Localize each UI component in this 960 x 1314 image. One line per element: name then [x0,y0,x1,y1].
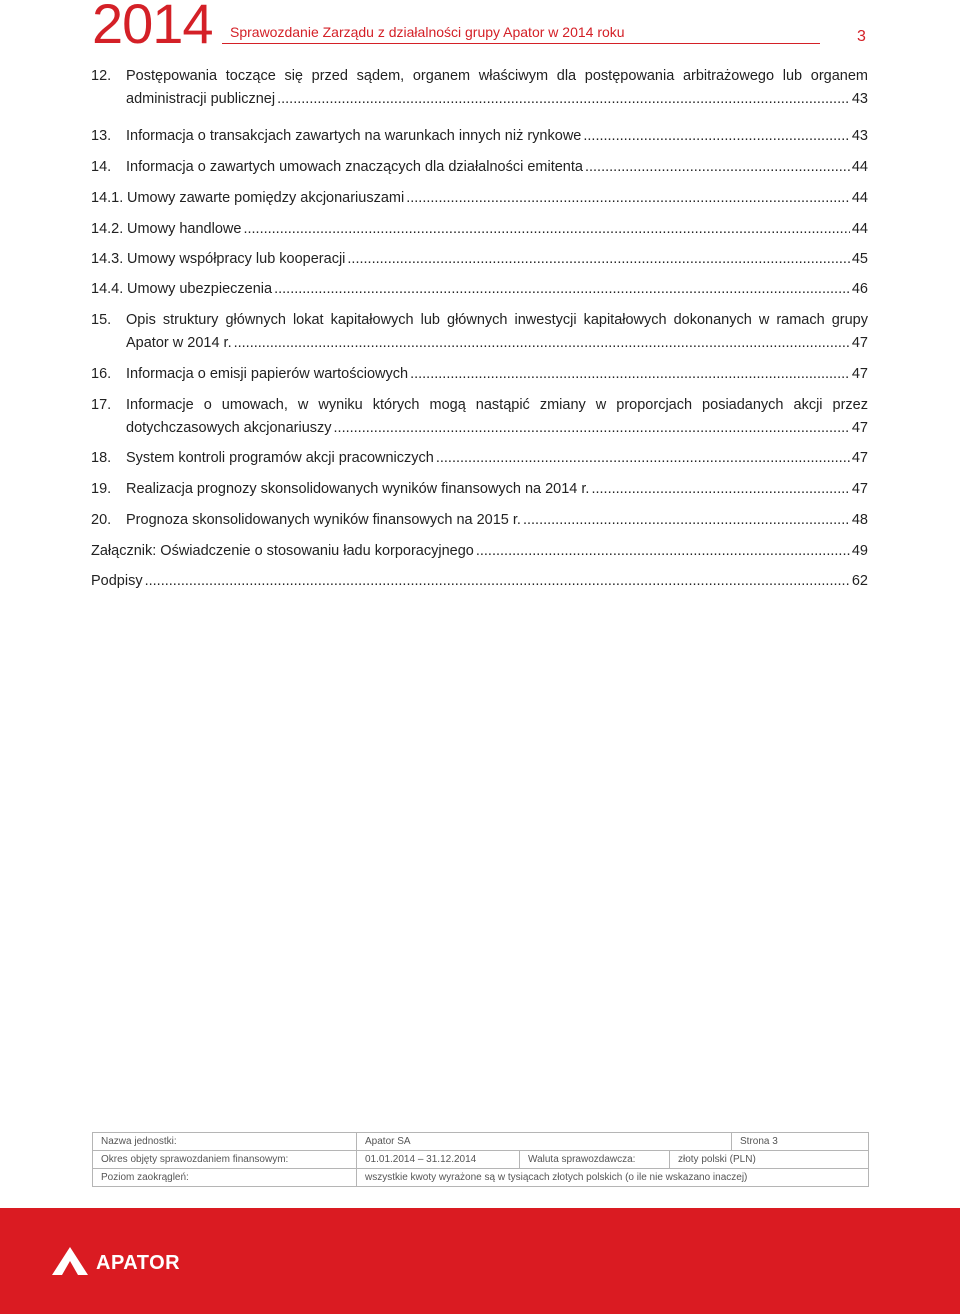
toc-leader-dots [476,543,850,559]
toc-entry-page: 47 [851,366,868,382]
toc-leader-dots [347,251,849,267]
toc-entry-title-cont: administracji publicznej [126,91,276,107]
toc-entry-page: 62 [851,573,868,589]
toc-entry-16[interactable] [91,366,868,397]
toc-entry-page: 47 [851,481,868,497]
toc-entry-17[interactable] [91,397,868,450]
toc-entry-number: 14. [91,159,112,175]
toc-entry-title: Załącznik: Oświadczenie o stosowaniu ładu korporacyjnego [91,543,474,559]
page-number: 3 [857,28,866,45]
toc-entry-title: Podpisy [91,573,143,589]
toc-entry-page: 43 [851,91,868,107]
toc-entry-number: 15. [91,312,112,328]
table-of-contents [91,68,868,603]
toc-leader-dots [334,420,850,436]
header-divider [222,43,820,44]
page-label: Strona 3 [732,1133,869,1151]
toc-entry-page: 49 [851,543,868,559]
entity-value: Apator SA [357,1133,732,1151]
toc-entry-title-cont: dotychczasowych akcjonariuszy [126,420,332,436]
toc-entry-title: Opis struktury głównych lokat kapitałowych lub głównych inwestycji kapitałowych dokonanych w ramach grupy [126,312,868,328]
period-label: Okres objęty sprawozdaniem finansowym: [93,1151,357,1169]
toc-entry-number: 14.4. [91,281,124,297]
toc-entry-number: 18. [91,450,112,466]
report-year: 2014 [92,0,213,55]
toc-leader-dots [583,128,850,144]
toc-entry-title: Realizacja prognozy skonsolidowanych wyników finansowych na 2014 r. [126,481,590,497]
toc-entry-title: Informacja o emisji papierów wartościowych [126,366,409,382]
report-subtitle: Sprawozdanie Zarządu z działalności grupy Apator w 2014 roku [230,24,625,40]
toc-entry-19[interactable] [91,481,868,512]
rounding-label: Poziom zaokrągleń: [93,1169,357,1187]
entity-label: Nazwa jednostki: [93,1133,357,1151]
toc-entry-number: 14.1. [91,190,124,206]
toc-entry-20[interactable] [91,512,868,543]
toc-leader-dots [585,159,850,175]
toc-entry-14-3[interactable] [91,251,868,281]
toc-entry-title: Umowy handlowe [127,221,242,237]
toc-leader-dots [436,450,850,466]
toc-entry-page: 45 [851,251,868,267]
toc-entry-page: 47 [851,335,868,351]
toc-leader-dots [277,91,850,107]
toc-entry-page: 44 [851,221,868,237]
toc-entry-page: 43 [851,128,868,144]
toc-entry-14-2[interactable] [91,221,868,251]
period-value: 01.01.2014 – 31.12.2014 [357,1151,520,1169]
toc-entry-14-4[interactable] [91,281,868,312]
toc-entry-title: Informacja o transakcjach zawartych na warunkach innych niż rynkowe [126,128,582,144]
toc-entry-14-1[interactable] [91,190,868,221]
toc-entry-14[interactable] [91,159,868,190]
toc-entry-number: 20. [91,512,112,528]
toc-leader-dots [406,190,850,206]
toc-leader-dots [274,281,850,297]
toc-entry-18[interactable] [91,450,868,481]
toc-entry-number: 17. [91,397,112,413]
report-info-table [92,1132,869,1187]
toc-entry-title: Informacje o umowach, w wyniku których mogą nastąpić zmiany w proporcjach posiadanych akcji przez [126,397,868,413]
toc-entry-title: Umowy współpracy lub kooperacji [127,251,346,267]
apator-logo-icon [50,1245,90,1277]
toc-entry-title: Postępowania toczące się przed sądem, organem właściwym dla postępowania arbitrażowego lub organem [126,68,868,84]
toc-entry-signatures[interactable] [91,573,868,603]
toc-entry-page: 46 [851,281,868,297]
toc-leader-dots [234,335,850,351]
toc-entry-title: Prognoza skonsolidowanych wyników finansowych na 2015 r. [126,512,521,528]
toc-entry-number: 19. [91,481,112,497]
toc-entry-number: 16. [91,366,112,382]
toc-leader-dots [145,573,850,589]
toc-entry-title: Informacja o zawartych umowach znaczących dla działalności emitenta [126,159,583,175]
toc-entry-number: 14.3. [91,251,124,267]
currency-label: Waluta sprawozdawcza: [520,1151,670,1169]
page-header [0,0,960,60]
brand-logo-text: APATOR [96,1252,181,1274]
toc-leader-dots [410,366,850,382]
toc-entry-title: Umowy ubezpieczenia [127,281,273,297]
toc-entry-number: 13. [91,128,112,144]
toc-entry-title: Umowy zawarte pomiędzy akcjonariuszami [127,190,405,206]
toc-entry-number: 14.2. [91,221,124,237]
toc-entry-13[interactable] [91,128,868,159]
toc-entry-attachment[interactable] [91,543,868,573]
toc-entry-12[interactable] [91,68,868,128]
toc-entry-title-cont: Apator w 2014 r. [126,335,232,351]
toc-leader-dots [523,512,850,528]
toc-entry-page: 44 [851,190,868,206]
toc-leader-dots [591,481,849,497]
currency-value: złoty polski (PLN) [670,1151,869,1169]
toc-entry-page: 48 [851,512,868,528]
toc-entry-title: System kontroli programów akcji pracowniczych [126,450,434,466]
toc-entry-page: 47 [851,450,868,466]
toc-entry-page: 47 [851,420,868,436]
toc-leader-dots [243,221,849,237]
toc-entry-15[interactable] [91,312,868,366]
toc-entry-page: 44 [851,159,868,175]
toc-entry-number: 12. [91,68,112,84]
rounding-value: wszystkie kwoty wyrażone są w tysiącach złotych polskich (o ile nie wskazano inaczej) [357,1169,869,1187]
